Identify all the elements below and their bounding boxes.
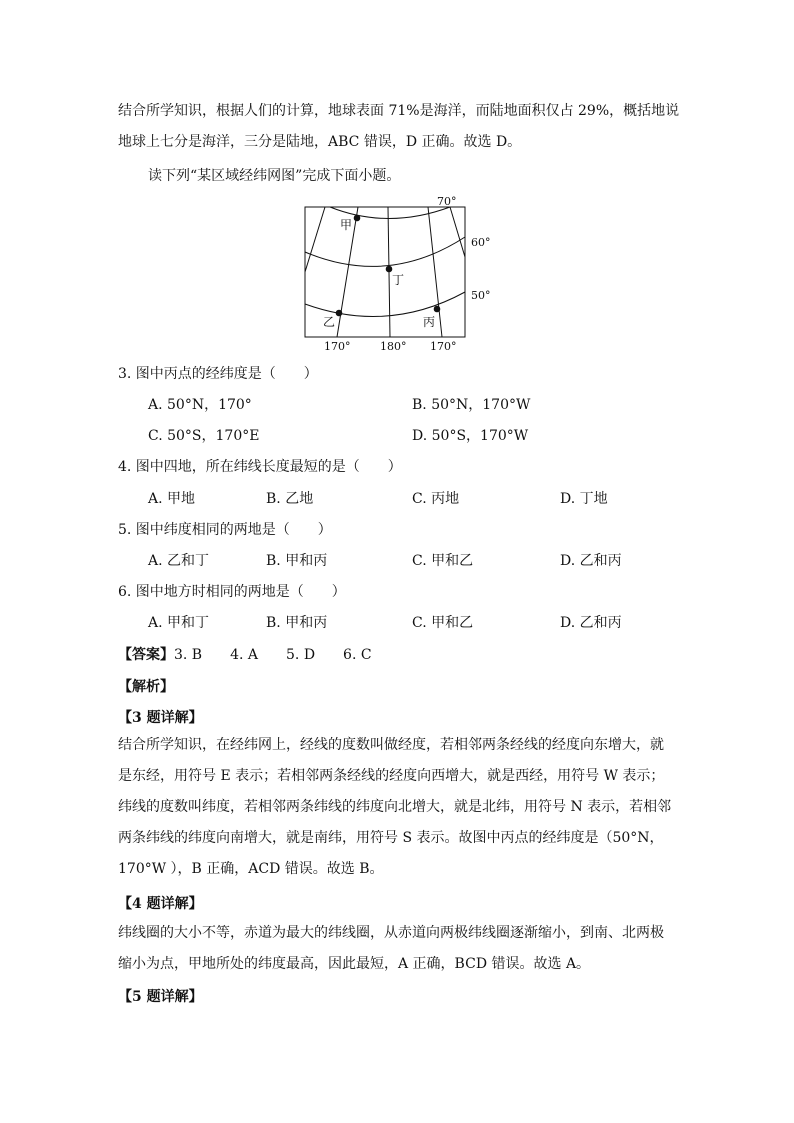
answer-row xyxy=(118,644,372,664)
question-6-option-b: B. 甲和丙 xyxy=(266,615,328,631)
question-5-option-d: D. 乙和丙 xyxy=(560,553,622,569)
question-4-option-c: C. 丙地 xyxy=(412,491,460,507)
q4-detail-title: 【4 题详解】 xyxy=(118,896,203,912)
lat-label-70: 70° xyxy=(437,195,457,208)
q3-detail-paragraph xyxy=(118,730,678,885)
question-5-stem: 5. 图中纬度相同的两地是（ ） xyxy=(118,522,332,538)
question-4-option-d: D. 丁地 xyxy=(560,491,608,507)
question-6-stem: 6. 图中地方时相同的两地是（ ） xyxy=(118,584,346,600)
question-3-option-d: D. 50°S，170°W xyxy=(412,428,529,444)
q4-line: 纬线圈的大小不等，赤道为最大的纬线圈，从赤道向两极纬线圈逐渐缩小，到南、北两极 xyxy=(118,925,664,941)
lon-label-170-right: 170° xyxy=(430,340,457,353)
point-ding xyxy=(386,266,393,273)
question-3-option-a: A. 50°N，170° xyxy=(148,397,252,413)
label-bing: 丙 xyxy=(423,315,436,329)
parallel-60 xyxy=(305,237,465,266)
parallel-50 xyxy=(305,292,465,317)
lat-label-50: 50° xyxy=(471,289,491,302)
meridian-left-outer xyxy=(305,207,325,272)
intro-paragraph xyxy=(118,96,678,158)
question-3-option-c: C. 50°S，170°E xyxy=(148,428,260,444)
q3-line: 是东经，用符号 E 表示；若相邻两条经线的经度向西增大，就是西经，用符号 W 表示； xyxy=(118,768,665,784)
parallel-70 xyxy=(330,207,450,219)
q4-detail-paragraph xyxy=(118,918,678,980)
question-5-option-b: B. 甲和丙 xyxy=(266,553,328,569)
label-yi: 乙 xyxy=(323,315,336,329)
question-6-option-a: A. 甲和丁 xyxy=(148,615,210,631)
label-jia: 甲 xyxy=(340,218,353,232)
question-4-option-b: B. 乙地 xyxy=(266,491,314,507)
intro-line: 地球上七分是海洋，三分是陆地，ABC 错误，D 正确。故选 D。 xyxy=(118,134,522,150)
lat-label-60: 60° xyxy=(471,236,491,249)
point-bing xyxy=(434,306,441,313)
point-yi xyxy=(336,310,343,317)
lon-label-170-left: 170° xyxy=(324,340,351,353)
q3-line: 170°W ），B 正确，ACD 错误。故选 B。 xyxy=(118,861,384,877)
q3-line: 纬线的度数叫纬度，若相邻两条纬线的纬度向北增大，就是北纬，用符号 N 表示，若相邻 xyxy=(118,799,672,815)
question-6-option-c: C. 甲和乙 xyxy=(412,615,474,631)
question-6-option-d: D. 乙和丙 xyxy=(560,615,622,631)
answer-text: 3. B 4. A 5. D 6. C xyxy=(174,647,372,663)
lat-lon-grid-map xyxy=(300,192,500,354)
point-jia xyxy=(354,215,361,222)
label-ding: 丁 xyxy=(392,273,405,287)
meridian-right-outer xyxy=(450,207,465,257)
question-3-stem: 3. 图中丙点的经纬度是（ ） xyxy=(118,366,318,382)
map-prompt: 读下列“某区域经纬网图”完成下面小题。 xyxy=(148,168,401,184)
question-4-stem: 4. 图中四地，所在纬线长度最短的是（ ） xyxy=(118,459,402,475)
q5-detail-title: 【5 题详解】 xyxy=(118,989,203,1005)
question-5-option-c: C. 甲和乙 xyxy=(412,553,474,569)
lon-label-180: 180° xyxy=(380,340,407,353)
q3-detail-title: 【3 题详解】 xyxy=(118,710,203,726)
question-5-option-a: A. 乙和丁 xyxy=(148,553,210,569)
intro-line: 结合所学知识，根据人们的计算，地球表面 71%是海洋，而陆地面积仅占 29%，概括地说 xyxy=(118,103,680,119)
analysis-label: 【解析】 xyxy=(118,679,174,695)
q3-line: 两条纬线的纬度向南增大，就是南纬，用符号 S 表示。故图中丙点的经纬度是（50°N， xyxy=(118,830,664,846)
q3-line: 结合所学知识，在经纬网上，经线的度数叫做经度，若相邻两条经线的经度向东增大，就 xyxy=(118,737,664,753)
q4-line: 缩小为点，甲地所处的纬度最高，因此最短，A 正确，BCD 错误。故选 A。 xyxy=(118,956,591,972)
answer-label: 【答案】 xyxy=(118,647,174,663)
question-3-option-b: B. 50°N，170°W xyxy=(412,397,531,413)
question-4-option-a: A. 甲地 xyxy=(148,491,196,507)
